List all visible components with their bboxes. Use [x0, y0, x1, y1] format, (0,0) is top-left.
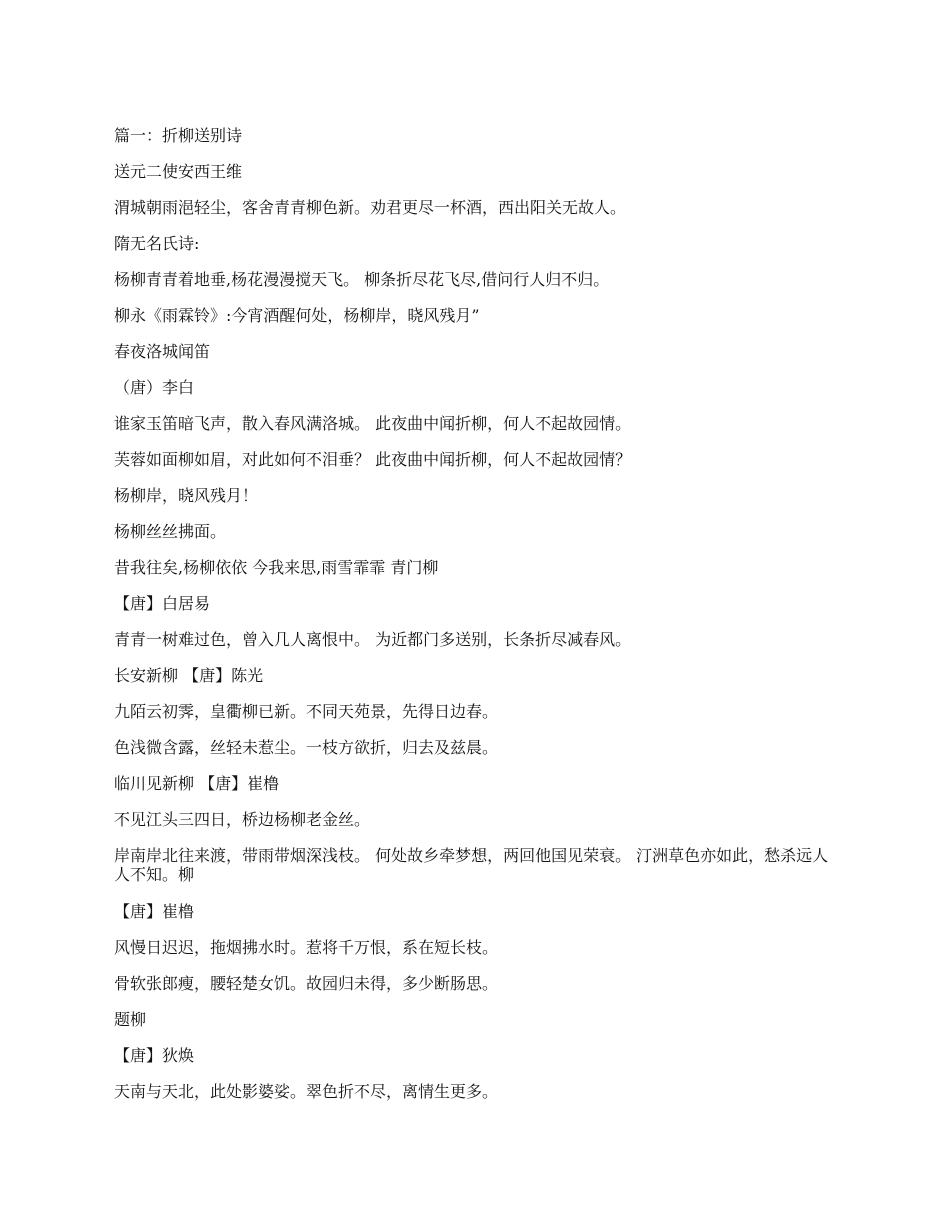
poem-line: 柳永《雨霖铃》:今宵酒醒何处，杨柳岸，晓风残月”	[114, 306, 480, 325]
poem-line: 昔我往矣,杨柳依依 今我来思,雨雪霏霏 青门柳	[114, 558, 439, 577]
poem-line: 谁家玉笛暗飞声，散入春风满洛城。 此夜曲中闻折柳，何人不起故园情。	[114, 414, 632, 433]
poem-line: 岸南岸北往来渡，带雨带烟深浅枝。 何处故乡牵梦想，两回他国见荣衰。 汀洲草色亦如此，愁杀远人人不知。柳	[114, 846, 829, 884]
poem-line: 渭城朝雨浥轻尘，客舍青青柳色新。劝君更尽一杯酒，西出阳关无故人。	[114, 198, 627, 217]
poem-line: 色浅微含露，丝轻未惹尘。一枝方欲折，归去及兹晨。	[114, 738, 499, 757]
poem-line: 骨软张郎瘦，腰轻楚女饥。故园归未得，多少断肠思。	[114, 974, 499, 993]
poem-author: 【唐】崔橹	[114, 902, 195, 921]
poem-line: 不见江头三四日，桥边杨柳老金丝。	[114, 810, 371, 829]
poem-line: 杨柳岸，晓风残月！	[114, 486, 259, 505]
poem-line: 风慢日迟迟，拖烟拂水时。惹将千万恨，系在短长枝。	[114, 938, 499, 957]
poem-author: （唐）李白	[114, 378, 195, 397]
poem-line: 青青一树难过色，曾入几人离恨中。 为近都门多送别，长条折尽减春风。	[114, 630, 632, 649]
poem-line: 芙蓉如面柳如眉，对此如何不泪垂？ 此夜曲中闻折柳，何人不起故园情？	[114, 450, 632, 469]
poem-author: 【唐】狄焕	[114, 1046, 195, 1065]
poem-line: 杨柳青青着地垂,杨花漫漫搅天飞。 柳条折尽花飞尽,借问行人归不归。	[114, 270, 610, 289]
poem-line: 九陌云初霁，皇衢柳已新。不同天苑景，先得日边春。	[114, 702, 499, 721]
poem-title: 春夜洛城闻笛	[114, 342, 211, 361]
document-body	[114, 126, 834, 1118]
poem-author: 【唐】白居易	[114, 594, 211, 613]
poem-title: 送元二使安西王维	[114, 162, 243, 181]
poem-title: 题柳	[114, 1010, 147, 1029]
poem-author: 隋无名氏诗:	[114, 234, 200, 253]
section-heading: 篇一：折柳送别诗	[114, 126, 243, 145]
poem-line: 杨柳丝丝拂面。	[114, 522, 227, 541]
poem-line: 天南与天北，此处影婆娑。翠色折不尽，离情生更多。	[114, 1082, 499, 1101]
poem-title: 临川见新柳 【唐】崔橹	[114, 774, 280, 793]
poem-title: 长安新柳 【唐】陈光	[114, 666, 264, 685]
